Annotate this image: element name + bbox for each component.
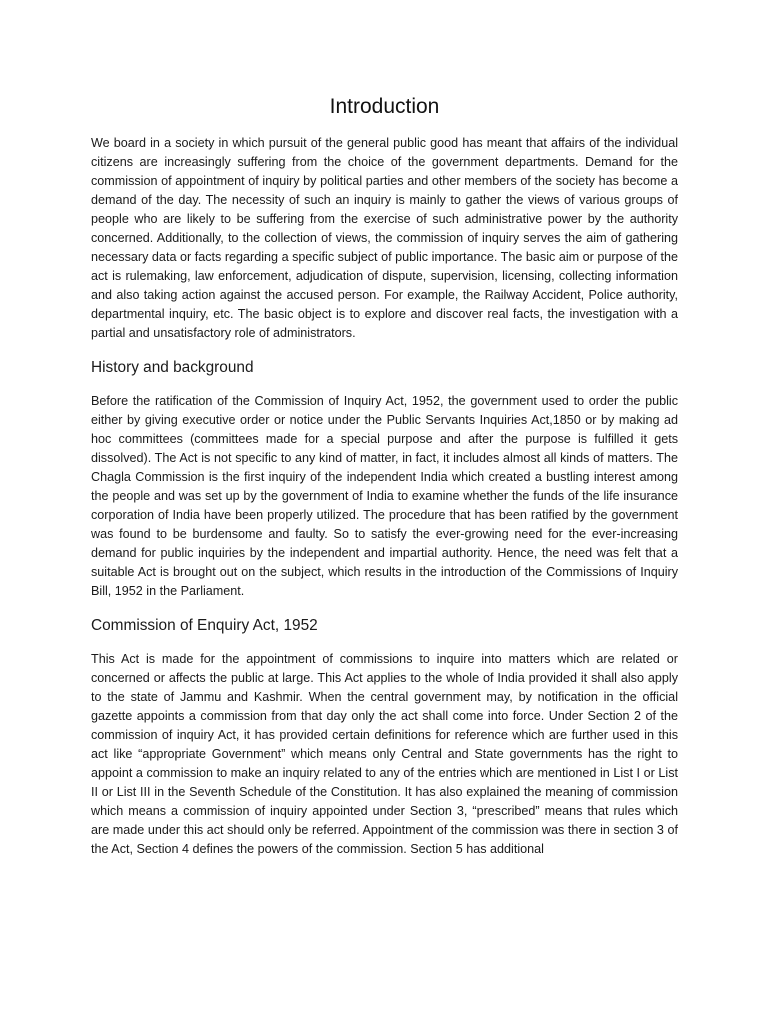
section-heading-act: Commission of Enquiry Act, 1952	[91, 617, 318, 634]
document-page	[91, 92, 678, 859]
section-paragraph-act: This Act is made for the appointment of commissions to inquire into matters which are related or concerned or affects the public at large. This Act applies to the whole of India provided it shall also apply to the state of Jammu and Kashmir. When the central government may, by notification in the official gazette appoints a commission from that day only the act shall come into force. Under Section 2 of the commission of inquiry Act, it has provided certain definitions for reference which are further used in this act like “appropriate Government” which means only Central and State governments has the right to appoint a commission to make an inquiry related to any of the entries which are mentioned in List I or List II or List III in the Seventh Schedule of the Constitution. It has also explained the meaning of commission which means a commission of inquiry appointed under Section 3, “prescribed” means that rules which are made under this act should only be referred. Appointment of the commission was there in section 3 of the Act, Section 4 defines the powers of the commission. Section 5 has additional	[91, 652, 678, 856]
document-title: Introduction	[329, 95, 440, 118]
section-heading-history: History and background	[91, 359, 254, 376]
section-paragraph-history: Before the ratification of the Commission of Inquiry Act, 1952, the government used to order the public either by giving executive order or notice under the Public Servants Inquiries Act,1850 or by making ad hoc committees (committees made for a special purpose and after the purpose is fulfilled it gets dissolved). The Act is not specific to any kind of matter, in fact, it includes almost all kinds of matters. The Chagla Commission is the first inquiry of the independent India which created a bustling interest among the people and was set up by the government of India to examine whether the funds of the life insurance corporation of India have been properly utilized. The procedure that has been ratified by the government was found to be burdensome and faulty. So to satisfy the ever-growing need for the ever-increasing demand for public inquiries by the independent and impartial authority. Hence, the need was felt that a suitable Act is brought out on the subject, which results in the introduction of the Commissions of Inquiry Bill, 1952 in the Parliament.	[91, 394, 678, 598]
intro-paragraph: We board in a society in which pursuit of the general public good has meant that affairs of the individual citizens are increasingly suffering from the choice of the government departments. Demand for the commission of appointment of inquiry by political parties and other members of the society has become a demand of the day. The necessity of such an inquiry is mainly to gather the views of various groups of people who are likely to be suffering from the exercise of such administrative power by the authority concerned. Additionally, to the collection of views, the commission of inquiry serves the aim of gathering necessary data or facts regarding a specific subject of public importance. The basic aim or purpose of the act is rulemaking, law enforcement, adjudication of dispute, supervision, licensing, collecting information and also taking action against the accused person. For example, the Railway Accident, Police authority, departmental inquiry, etc. The basic object is to explore and discover real facts, the investigation with a partial and unsatisfactory role of administrators.	[91, 136, 678, 340]
